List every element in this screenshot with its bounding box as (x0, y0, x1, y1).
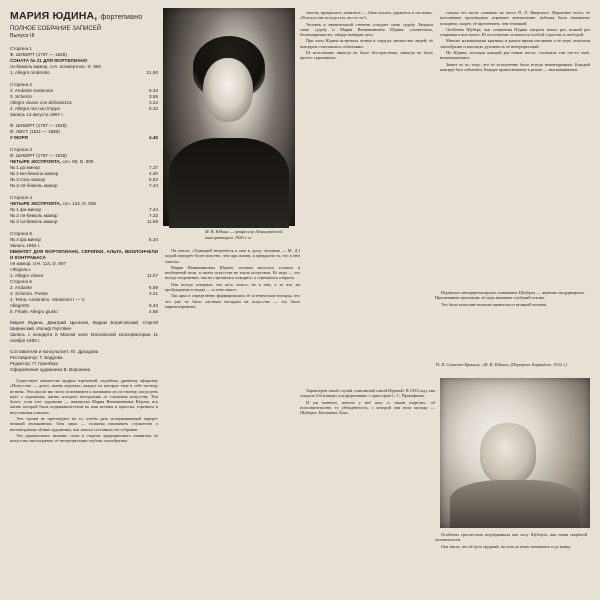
track-row: № 4 фа минор 5.34 (10, 237, 158, 242)
side-5: Сторона 5 № 4 фа минор 5.34 Запись 1964 г. КВИНТЕТ ДЛЯ ФОРТЕПИАНО, СКРИПКИ, АЛЬТА, ВИОЛОНЧЕЛИ И КОНТРАБАСА ля мажор, соч. 114, D. 667 «Форель» 1. Allegro vivace 11.07 Сторона 6 2. Andante 6.59 3. Scherzo. Presto 3.21 4. Tema. Andantino. Variazioni I — V. Allegretto 9.43 5. Finale. Allegro giusto 4.56 Мария Юдина, Дмитрий Цыганов, Вадим Борисовский, Сергей Ширинский, Иосиф Гертович Запись с концерта в Малом зале Московской консерватории 11 ноября 1960 г. Составители и консультант: Ю. Дроздова Реставратор: Т. Бодрова Редактор: П. Грюнберг Оформление художника В. Воронина (10, 231, 158, 372)
artist-title (10, 10, 158, 24)
track-row: № 1 до минор 7.37 (10, 165, 158, 170)
side-4: Сторона 4 ЧЕТЫРЕ ЭКСПРОМТА, соч. 142, D. 935 № 1 фа минор 7.44 № 2 ля-бемоль мажор 7.22 № 3 си-бемоль мажор 11.56 (10, 195, 158, 224)
essay-column-3b: Характерен такой случай, описанный самой Юдиной. В 1933 году она сыграла 5-й концерт для фортепиано с оркестром С. С. Прокофьева. И уж конечно, многое у неё шло «с таким азартом», об исполнительстве, ту убеждённость, с которой она вела музыку — Шуберта, Бетховена, Баха. (300, 388, 435, 416)
essay-column-2: Он писал: «Удающий вторгнется к нам в душу человека — М. Д.] порой передаёт более властно, чем при жизни, и прекрасно то, что в нём таится». Мария Вениаминовна Юдина, человек могучего таланта и необъятной воли, в своём искусстве не знала полутонов. Её игра — это всегда откровение; она не стремилась покорить, а стремилась открыть. Она всегда говорила, что весь смысл, не в нём, а то что ты пробуждаешь в людях — в этом смысл. Так ярко и определённо формировались её эстетические взгляды, что это уже не было частным взглядом на искусство — это было мировоззрением. (165, 248, 300, 309)
track-row: У МОРЯ 4.45 (10, 135, 158, 140)
track-row: Allegro vivace con delicatezza 3.24 (10, 100, 158, 105)
track-row: Allegretto 9.43 (10, 303, 158, 308)
side-3: Сторона 3 Ф. ШУБЕРТ (1797 — 1828) ЧЕТЫРЕ ЭКСПРОМТА, соч. 90, D. 899 № 1 до минор 7.37 № 2 ми-бемоль мажор 4.40 № 3 соль мажор 5.53 № 4 ля-бемоль мажор 7.44 (10, 147, 158, 188)
track-row: 3. Scherzo 3.55 (10, 94, 158, 99)
artist-name: МАРИЯ ЮДИНА, (10, 10, 98, 22)
track-row: 5. Finale. Allegro giusto 4.56 (10, 309, 158, 314)
quintet-title: КВИНТЕТ ДЛЯ ФОРТЕПИАНО, СКРИПКИ, АЛЬТА, ВИОЛОНЧЕЛИ И КОНТРАБАСА (10, 249, 158, 260)
track-row: 2. Andante sostenuto 9.33 (10, 88, 158, 93)
track-row: 4. Allegro ma non troppo 6.33 (10, 106, 158, 111)
side-2: Сторона 2 2. Andante sostenuto 9.33 3. Scherzo 3.55 Allegro vivace con delicatezza 3.24 4. Allegro ma non troppo 6.33 Запись 13 августа 1967 г. Ф. ШУБЕРТ (1797 — 1828) Ф. ЛИСТ (1811 — 1886) У МОРЯ 4.45 (10, 82, 158, 140)
essay-paragraph: Эти строки не претендуют на то, чтобы дать исчерпывающий портрет великой музыкантши. Они лишь — попытка напомнить слушателю о неповторимом облике художника, чьи записи составили это собрание. (10, 416, 158, 432)
drawing-caption: Н. Я. Сенкевич-Бриннер. «М. В. Юдина» (Портрет. Карандаш. 1932 г.) (436, 362, 567, 367)
essay-paragraph: Существует множество мудрых изречений, подобных древнему афоризму «Искусство — долго, жизнь коротка», каждое из которых таит в себе частицу истины. Эти мысли мы часто вспоминаем и понимаем их по-своему, когда речь идёт о художнике, жизнь которого неотделима от служения искусству. Тем более, если этот художник — пианистка Мария Вениаминовна Юдина, вся жизнь которой была подвижничеством во имя истины и красоты, горением и неустанным поиском. (10, 378, 158, 415)
yudina-portrait-photo (163, 8, 295, 226)
essay-column-4c: Особенно трогательно подчёркивала она силу Шуберта, как гения скорбной человечности. Она знала, что её путь трудный, но шла по нему неизменно и до конца. (435, 532, 587, 549)
performers: Мария Юдина, Дмитрий Цыганов, Вадим Борисовский, Сергей Ширинский, Иосиф Гертович (10, 320, 158, 331)
track-row: 1. Allegro vivace 11.07 (10, 273, 158, 278)
track-row: № 3 си-бемоль мажор 11.56 (10, 219, 158, 224)
essay-column-3: светом, прекрасное, понятное, — быть носить, держится и «истина». «В искусстве всегда есть что-то то?» Человек в значительной степени созидает свою судьбу. Творила свою судьбу и Мария Вениаминовна Юдина; сознательно, бескомпромиссно, твёрдо выбирая путь. При этом Юдина встречала отзвук в сердцах множества людей; её концерты становились событиями. Её исполнение никогда не было бесстрастным, никогда не было просто «красивым». (300, 10, 433, 61)
artist-role: фортепиано (100, 14, 143, 21)
track-row: № 4 ля-бемоль мажор 7.44 (10, 183, 158, 188)
track-row: 1. Allegro moderato 21.50 (10, 70, 158, 75)
essay-column-4b: Юдинское интерпретаторское понимание Шуберта — явление неординарное. Пронизанная трагизмом, её игра вызывает глубокий отклик. Это была поистине великая пианистка и великий человек. (435, 290, 585, 307)
track-row: 2. Andante 6.59 (10, 285, 158, 290)
essay-paragraph: Это удивительное явление стоит в стороне традиционного пианизма; её искусство многогранно, её интерпретации глубоко своеобразны. (10, 432, 158, 444)
volume-label: Выпуск III (10, 33, 35, 39)
track-row: 3. Scherzo. Presto 3.21 (10, 291, 158, 296)
yudina-drawing-portrait (440, 378, 590, 528)
side-1: Сторона 1 Ф. ШУБЕРТ (1797 — 1828) СОНАТА № 21 ДЛЯ ФОРТЕПИАНО си-бемоль мажор, соч. посмертное, D. 960 1. Allegro moderato 21.50 (10, 46, 158, 75)
recording-note: Запись с концерта в Малом зале Московской консерватории 11 ноября 1960 г. (10, 332, 158, 343)
track-row: № 1 фа минор 7.44 (10, 207, 158, 212)
program-column (10, 10, 158, 445)
track-row: № 3 соль мажор 5.53 (10, 177, 158, 182)
essay-column-4: сыграл его возле сыновью на пьесе Я. Л. Яворского. Вероятнее всего, её исполнение производило огромное впечатление: публика была неизменно покорена, скорее, её прочтением, чем техникой. Особенно Шуберт, чьи сочинения Юдина сыграла много раз, всякий раз открывая в них новое. Её исполнение отличается особой страстью и свободой. Многие музыкальные критики, в разное время писавшие о её игре, отмечали своеобразие и высокую духовность её интерпретаций. Но Юдина, посещая каждый раз новые места, оставляла там что-то своё, нематериальное. Знают её по тому, что её исполнение было всегда неповторимым. Каждый концерт был событием. Каждое прикосновение к роялю — высказыванием. (440, 10, 590, 72)
photo-caption: М. В. Юдина — профессор Ленинградской консерватории. 1920-е гг. (205, 229, 283, 240)
collection-title: ПОЛНОЕ СОБРАНИЕ ЗАПИСЕЙ (10, 26, 102, 32)
track-row: № 2 ми-бемоль мажор 4.40 (10, 171, 158, 176)
track-row: № 2 ля-бемоль мажор 7.22 (10, 213, 158, 218)
